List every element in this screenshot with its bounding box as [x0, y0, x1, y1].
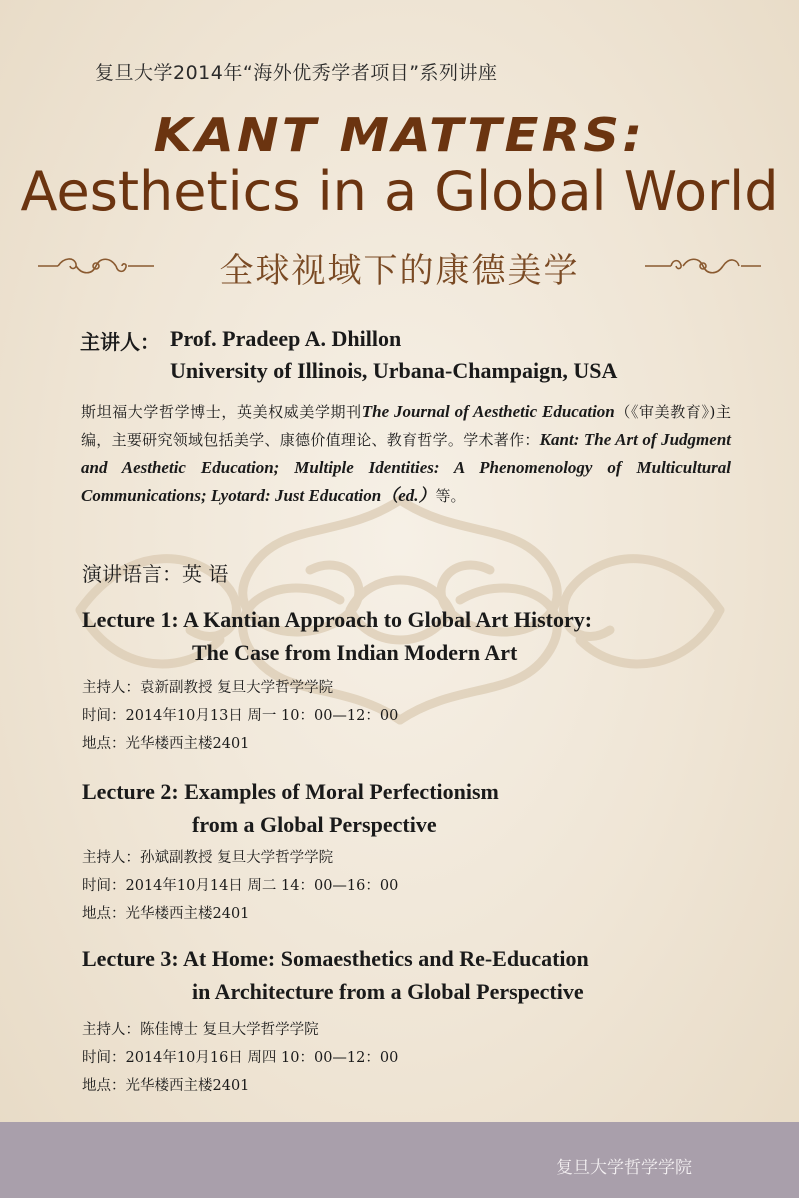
speaker-bio: [81, 398, 731, 510]
lecture-place: 地点：光华楼西主楼2401: [82, 1078, 250, 1094]
lecture-title-line: The Case from Indian Modern Art: [192, 640, 518, 665]
lecture-title-line: Lecture 2: Examples of Moral Perfectionism: [82, 779, 499, 804]
lecture-title-line: in Architecture from a Global Perspective: [192, 979, 584, 1004]
lecture-host: 主持人：陈佳博士 复旦大学哲学学院: [82, 1022, 319, 1038]
main-title: KANT MATTERS:: [153, 108, 646, 162]
speaker-label: 主讲人：: [80, 330, 160, 354]
organizer-name: 复旦大学哲学学院: [556, 1158, 692, 1178]
lecture-time: 时间：2014年10月14日 周二 14：00—16：00: [82, 878, 399, 894]
speaker-affiliation: University of Illinois, Urbana-Champaign, USA: [170, 358, 618, 383]
lecture-language: 演讲语言：英 语: [82, 562, 229, 586]
lecture-time: 时间：2014年10月13日 周一 10：00—12：00: [82, 708, 399, 724]
chinese-title: 全球视域下的康德美学: [219, 251, 580, 291]
lecture-title-line: Lecture 3: At Home: Somaesthetics and Re-Education: [82, 946, 589, 971]
lecture-time: 时间：2014年10月16日 周四 10：00—12：00: [82, 1050, 399, 1066]
publication-list: Kant: The Art of Judgment and Aesthetic Education; Multiple Identities: A Phenomenology of Multicultural Communications; Lyotard: Just Education: [81, 430, 731, 505]
journal-title: The Journal of Aesthetic Education: [361, 402, 615, 421]
lecture-2-details: [82, 844, 398, 928]
editor-note: （ed.）: [381, 486, 436, 505]
bio-text: （《审美教育》)主编，主要研究领域包括美学、康德价值理论、教育哲学。学术著作：: [81, 403, 731, 449]
speaker-name: Prof. Pradeep A. Dhillon: [170, 326, 402, 351]
scroll-ornament-right-icon: [643, 251, 763, 281]
subtitle: Aesthetics in a Global World: [20, 160, 779, 223]
lecture-2-title: [82, 775, 499, 841]
lecture-3-title: [82, 942, 589, 1008]
lecture-series-heading: 复旦大学2014年“海外优秀学者项目”系列讲座: [95, 62, 498, 84]
lecture-1-details: [82, 674, 398, 758]
lecture-title-line: from a Global Perspective: [192, 812, 437, 837]
lecture-1-title: [82, 603, 592, 669]
lecture-3-details: [82, 1016, 398, 1100]
lecture-place: 地点：光华楼西主楼2401: [82, 736, 250, 752]
lecture-host: 主持人：孙斌副教授 复旦大学哲学学院: [82, 850, 334, 866]
lecture-host: 主持人：袁新副教授 复旦大学哲学学院: [82, 680, 334, 696]
lecture-place: 地点：光华楼西主楼2401: [82, 906, 250, 922]
bio-text: 等。: [435, 487, 466, 505]
bio-text: 斯坦福大学哲学博士，英美权威美学期刊: [81, 403, 362, 421]
lecture-title-line: Lecture 1: A Kantian Approach to Global Art History:: [82, 607, 593, 632]
